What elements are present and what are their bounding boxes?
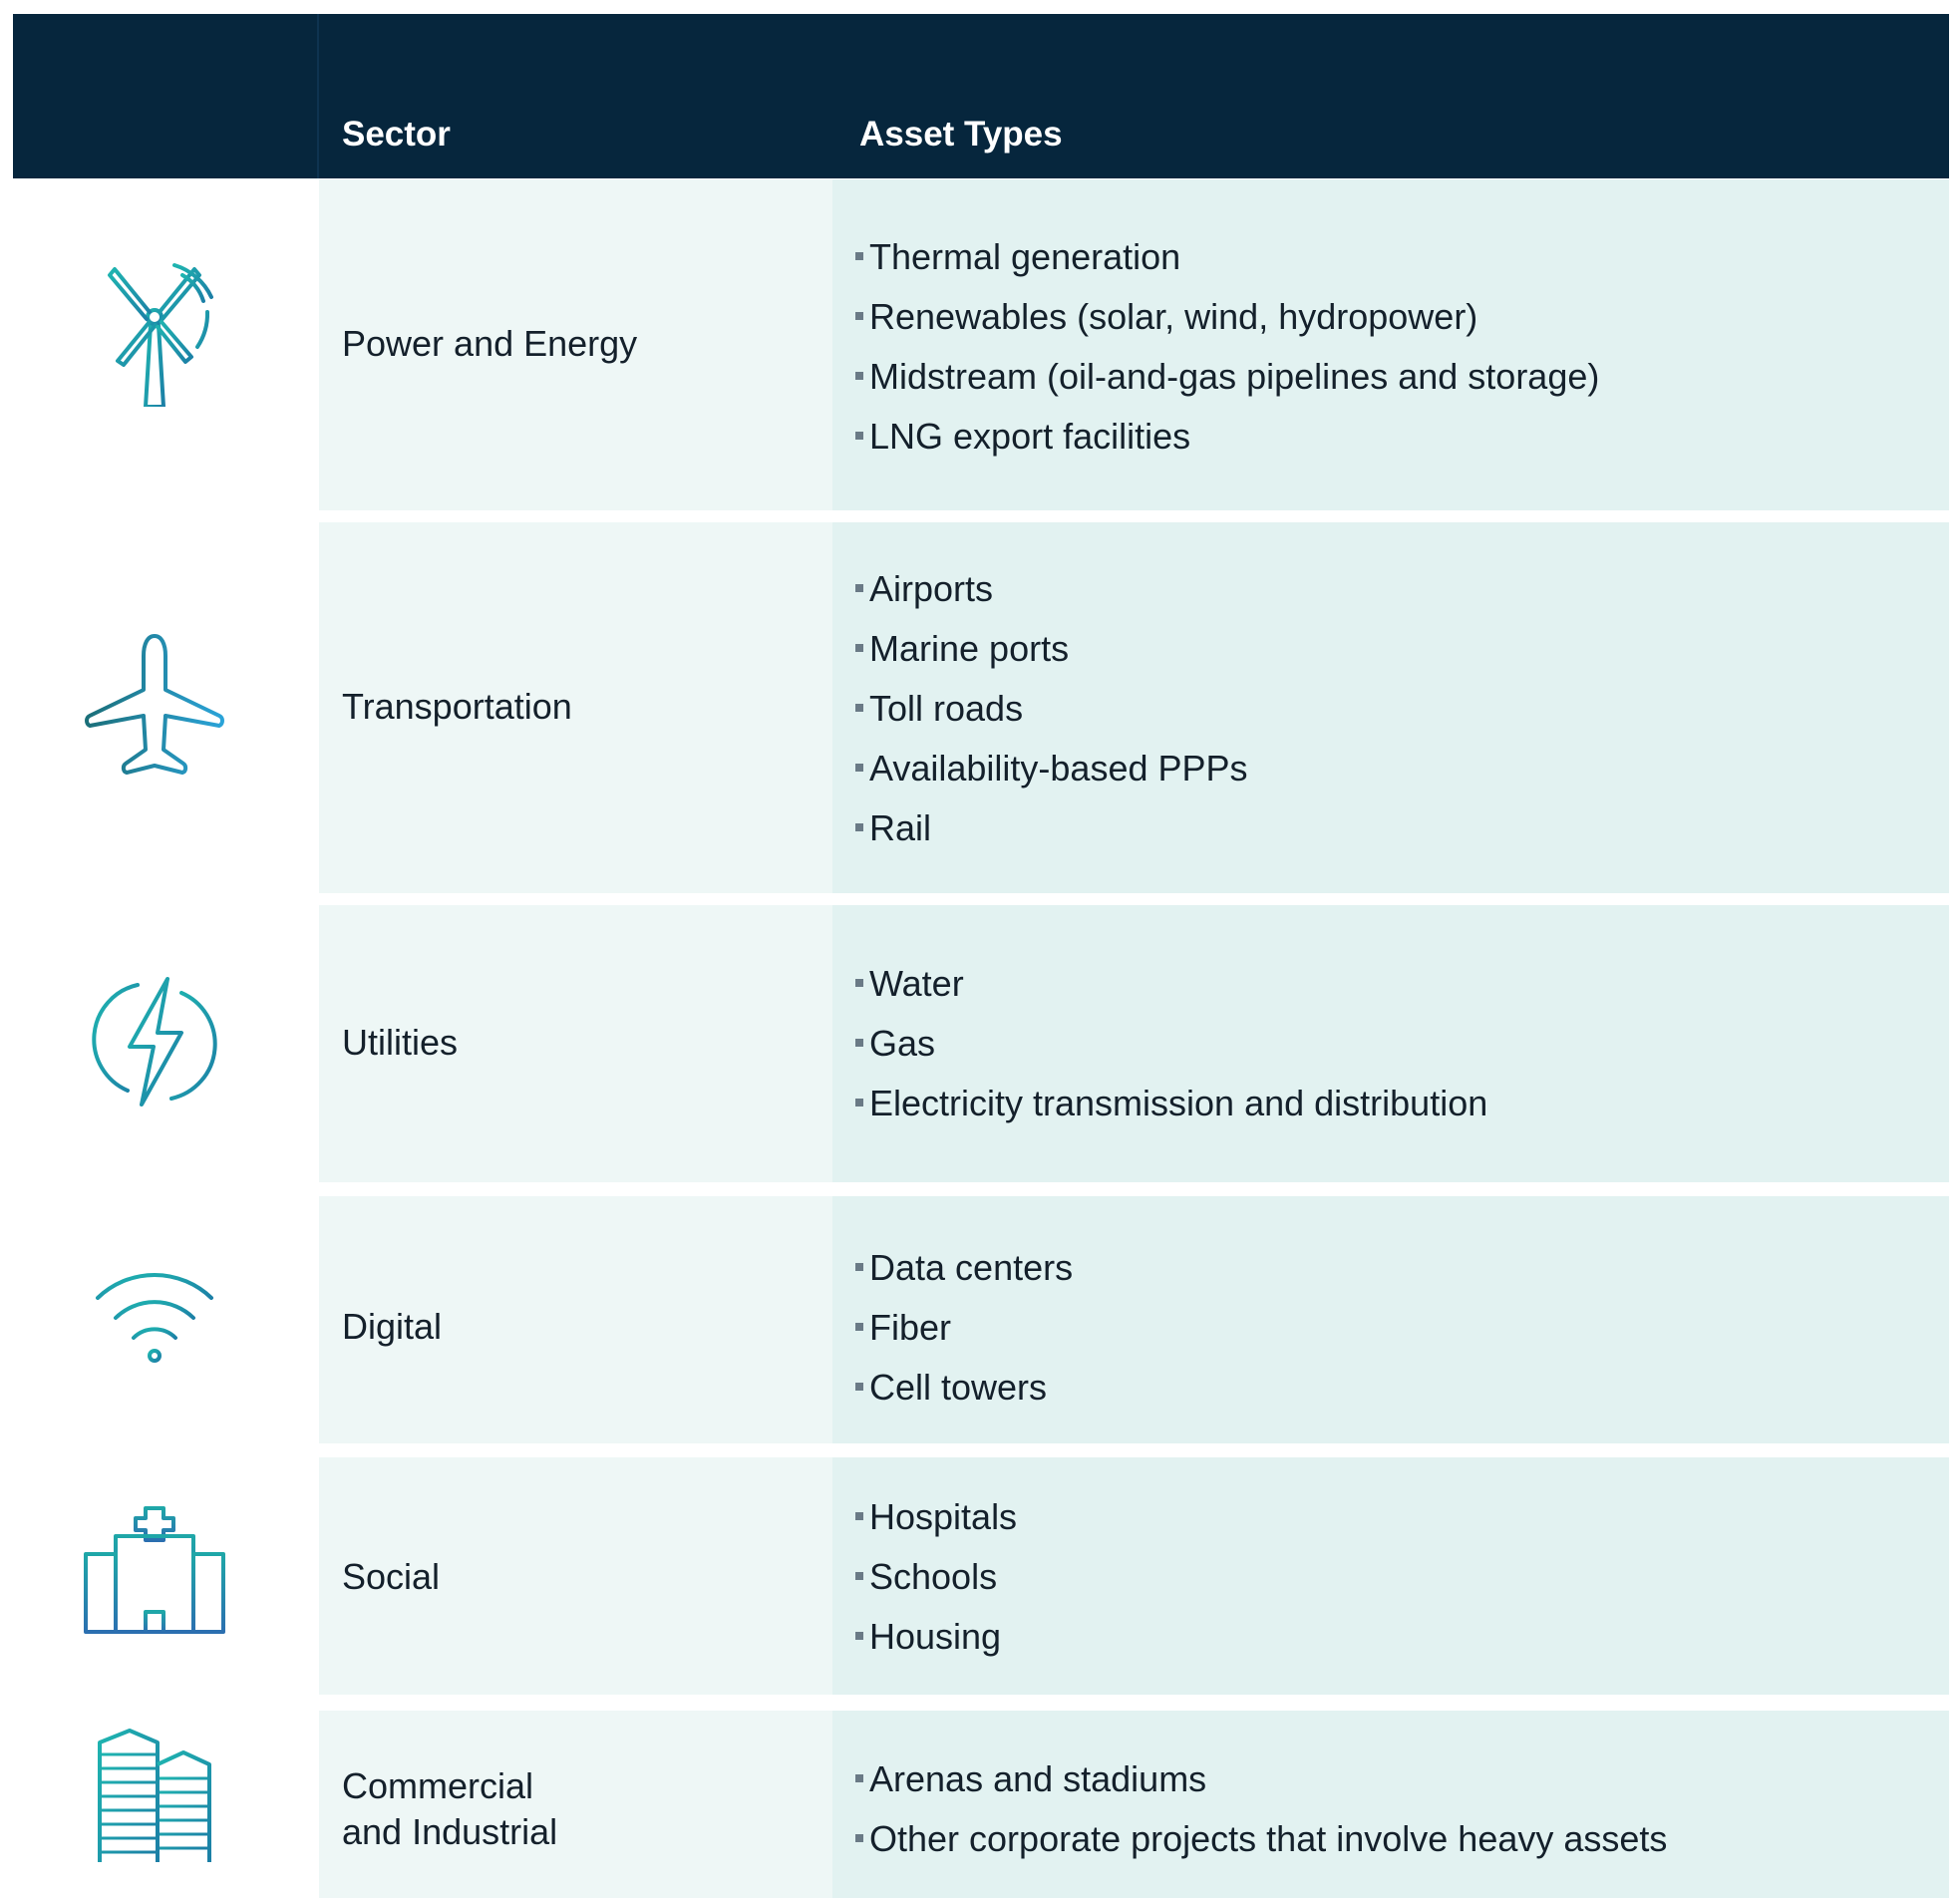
bullet-icon — [855, 979, 863, 987]
bullet-icon — [855, 1774, 863, 1782]
sector-label: Power and Energy — [342, 323, 638, 364]
list-item: Midstream (oil-and-gas pipelines and storage) — [855, 347, 1599, 407]
bullet-icon — [855, 1039, 863, 1047]
asset-list — [855, 559, 1248, 858]
bullet-icon — [855, 1632, 863, 1640]
list-item: Airports — [855, 559, 1248, 619]
hospital-icon — [80, 1500, 229, 1650]
sector-label: Digital — [342, 1306, 443, 1347]
list-item: Data centers — [855, 1238, 1073, 1298]
list-item: Renewables (solar, wind, hydropower) — [855, 287, 1599, 347]
sector-label: Transportation — [342, 686, 572, 727]
asset-list — [855, 1238, 1073, 1418]
bullet-icon — [855, 1099, 863, 1107]
sector-label: Social — [342, 1556, 441, 1597]
asset-list — [855, 954, 1487, 1133]
list-item: Schools — [855, 1547, 1017, 1607]
header-sector-label: Sector — [342, 115, 451, 154]
list-item: Housing — [855, 1607, 1017, 1667]
list-item: Arenas and stadiums — [855, 1749, 1667, 1809]
bullet-icon — [855, 764, 863, 772]
wind-turbine-icon — [80, 257, 229, 407]
bullet-icon — [855, 1323, 863, 1331]
list-item: Toll roads — [855, 679, 1248, 739]
lightning-bolt-icon — [80, 967, 229, 1116]
office-buildings-icon — [80, 1725, 229, 1874]
sector-label: Utilities — [342, 1022, 459, 1063]
bullet-icon — [855, 823, 863, 831]
list-item: Gas — [855, 1014, 1487, 1074]
list-item: Water — [855, 954, 1487, 1014]
bullet-icon — [855, 1512, 863, 1520]
asset-list — [855, 1487, 1017, 1667]
list-item: Rail — [855, 798, 1248, 858]
header-divider — [317, 14, 319, 178]
bullet-icon — [855, 1383, 863, 1391]
list-item: Availability-based PPPs — [855, 739, 1248, 798]
bullet-icon — [855, 644, 863, 652]
bullet-icon — [855, 1263, 863, 1271]
bullet-icon — [855, 312, 863, 320]
asset-list — [855, 1749, 1667, 1869]
header-asset-types-label: Asset Types — [859, 115, 1063, 154]
asset-list — [855, 227, 1599, 467]
bullet-icon — [855, 1834, 863, 1842]
list-item: Electricity transmission and distribution — [855, 1074, 1487, 1133]
list-item: Other corporate projects that involve heavy assets — [855, 1809, 1667, 1869]
list-item: Fiber — [855, 1298, 1073, 1358]
wifi-icon — [80, 1256, 229, 1406]
sector-label: Commercial and Industrial — [342, 1765, 558, 1852]
bullet-icon — [855, 1572, 863, 1580]
bullet-icon — [855, 372, 863, 380]
list-item: LNG export facilities — [855, 407, 1599, 467]
bullet-icon — [855, 432, 863, 440]
bullet-icon — [855, 252, 863, 260]
list-item: Thermal generation — [855, 227, 1599, 287]
bullet-icon — [855, 584, 863, 592]
airplane-icon — [80, 632, 229, 782]
list-item: Cell towers — [855, 1358, 1073, 1418]
list-item: Marine ports — [855, 619, 1248, 679]
list-item: Hospitals — [855, 1487, 1017, 1547]
bullet-icon — [855, 704, 863, 712]
